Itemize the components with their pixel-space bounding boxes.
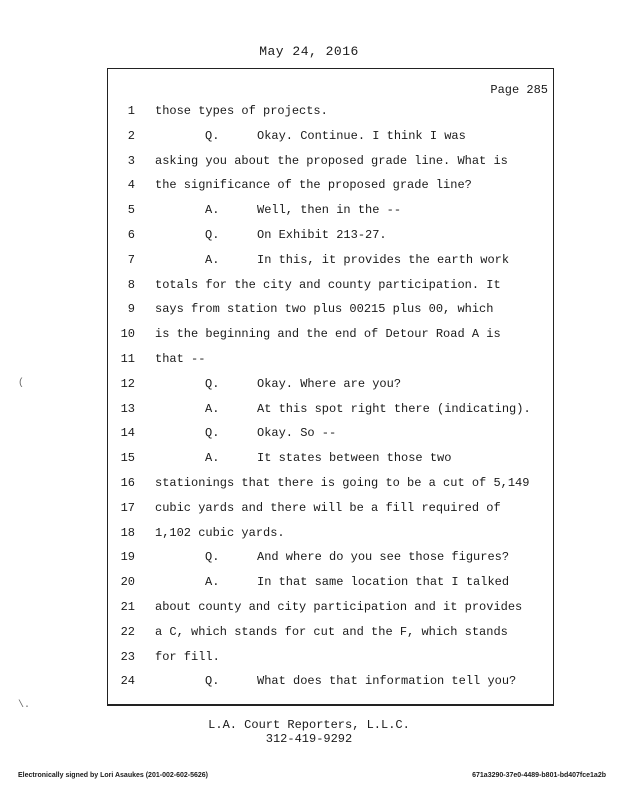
line-text	[205, 547, 509, 567]
line-number: 17	[120, 500, 135, 515]
line-text	[205, 448, 451, 468]
line-text	[155, 622, 508, 642]
transcript-line	[0, 647, 618, 667]
margin-mark: \.	[18, 700, 31, 711]
line-number: 23	[120, 649, 135, 664]
line-number: 11	[120, 352, 135, 366]
line-number: 3	[127, 153, 135, 168]
line-content: a C, which stands for cut and the F, which stands	[155, 624, 508, 639]
line-text	[155, 101, 328, 121]
line-number: 22	[120, 624, 135, 639]
date-header: May 24, 2016	[259, 44, 359, 59]
line-number: 8	[127, 277, 135, 292]
transcript-line	[0, 572, 618, 592]
electronic-signature: Electronically signed by Lori Asaukes (201-002-602-5626)	[18, 772, 208, 779]
transcript-line	[0, 547, 618, 567]
transcript-line	[0, 448, 618, 468]
line-text	[205, 423, 336, 443]
line-text	[205, 374, 401, 394]
line-content: Okay. Where are you?	[257, 376, 402, 391]
line-content: asking you about the proposed grade line. What is	[155, 153, 508, 168]
line-number: 5	[127, 203, 135, 218]
line-text	[155, 349, 205, 369]
line-content: It states between those two	[257, 451, 452, 466]
speaker-marker: Q.	[205, 128, 220, 143]
line-number: 2	[127, 128, 135, 143]
speaker-marker: A.	[205, 401, 220, 416]
margin-mark: (	[18, 378, 25, 389]
court-reporter-name: L.A. Court Reporters, L.L.C.	[208, 718, 410, 732]
line-text	[155, 324, 501, 344]
line-text	[155, 151, 508, 171]
transcript-line	[0, 349, 618, 369]
line-text	[155, 597, 522, 617]
line-content: In this, it provides the earth work	[257, 252, 510, 267]
line-content: that --	[155, 352, 206, 366]
transcript-line	[0, 523, 618, 543]
line-content: is the beginning and the end of Detour Road A is	[155, 327, 501, 342]
line-number: 4	[127, 178, 135, 193]
document-id: 671a3290-37e0-4489-b801-bd407fce1a2b	[472, 772, 606, 779]
line-text	[155, 275, 501, 295]
line-text	[205, 200, 401, 220]
transcript-line	[0, 225, 618, 245]
line-content: And where do you see those figures?	[257, 550, 510, 565]
line-text	[155, 498, 501, 518]
line-content: those types of projects.	[155, 104, 328, 118]
line-text	[205, 250, 509, 270]
transcript-line	[0, 597, 618, 617]
transcript-line	[0, 275, 618, 295]
transcript-line	[0, 423, 618, 443]
line-number: 7	[127, 252, 135, 267]
transcript-line	[0, 671, 618, 691]
line-number: 10	[120, 327, 135, 342]
line-number: 13	[120, 401, 135, 416]
line-number: 6	[127, 228, 135, 242]
line-content: Well, then in the --	[257, 203, 402, 218]
transcript-line	[0, 151, 618, 171]
line-number: 16	[120, 476, 135, 490]
line-number: 1	[127, 104, 135, 118]
line-text	[155, 647, 220, 667]
transcript-line	[0, 101, 618, 121]
line-number: 20	[120, 575, 135, 590]
speaker-marker: A.	[205, 252, 220, 267]
transcript-line	[0, 175, 618, 195]
line-text	[205, 399, 531, 419]
transcript-line	[0, 200, 618, 220]
line-number: 19	[120, 550, 135, 565]
line-content: the significance of the proposed grade line?	[155, 178, 472, 193]
line-content: Okay. So --	[257, 426, 337, 441]
line-number: 18	[120, 525, 135, 540]
line-content: about county and city participation and it provides	[155, 600, 523, 614]
line-content: In that same location that I talked	[257, 575, 510, 590]
line-content: At this spot right there (indicating).	[257, 401, 531, 416]
page-number: Page 285	[490, 83, 548, 97]
line-content: What does that information tell you?	[257, 674, 517, 689]
line-content: On Exhibit 213-27.	[257, 228, 387, 242]
line-number: 24	[120, 674, 135, 689]
line-text	[205, 225, 387, 245]
line-text	[155, 175, 472, 195]
line-text	[155, 473, 529, 493]
line-content: says from station two plus 00215 plus 00, which	[155, 302, 494, 317]
line-content: stationings that there is going to be a cut of 5,149	[155, 476, 530, 490]
line-number: 12	[120, 376, 135, 391]
line-content: cubic yards and there will be a fill required of	[155, 500, 501, 515]
line-text	[155, 523, 285, 543]
transcript-line	[0, 324, 618, 344]
line-number: 15	[120, 451, 135, 466]
transcript-line	[0, 498, 618, 518]
line-text	[205, 126, 466, 146]
line-content: Okay. Continue. I think I was	[257, 128, 466, 143]
transcript-line	[0, 473, 618, 493]
transcript-line	[0, 250, 618, 270]
speaker-marker: A.	[205, 575, 220, 590]
line-number: 21	[120, 600, 135, 614]
court-reporter-phone: 312-419-9292	[265, 732, 353, 746]
speaker-marker: Q.	[205, 228, 220, 242]
transcript-line	[0, 299, 618, 319]
transcript-line	[0, 374, 618, 394]
speaker-marker: Q.	[205, 426, 220, 441]
speaker-marker: Q.	[205, 550, 220, 565]
line-text	[205, 572, 509, 592]
transcript-line	[0, 622, 618, 642]
line-content: 1,102 cubic yards.	[155, 525, 285, 540]
speaker-marker: A.	[205, 451, 220, 466]
speaker-marker: A.	[205, 203, 220, 218]
line-content: totals for the city and county participation. It	[155, 277, 501, 292]
transcript-line	[0, 399, 618, 419]
line-number: 9	[127, 302, 135, 317]
speaker-marker: Q.	[205, 376, 220, 391]
line-text	[205, 671, 516, 691]
speaker-marker: Q.	[205, 674, 220, 689]
transcript-line	[0, 126, 618, 146]
line-content: for fill.	[155, 649, 220, 664]
line-number: 14	[120, 426, 135, 441]
line-text	[155, 299, 493, 319]
